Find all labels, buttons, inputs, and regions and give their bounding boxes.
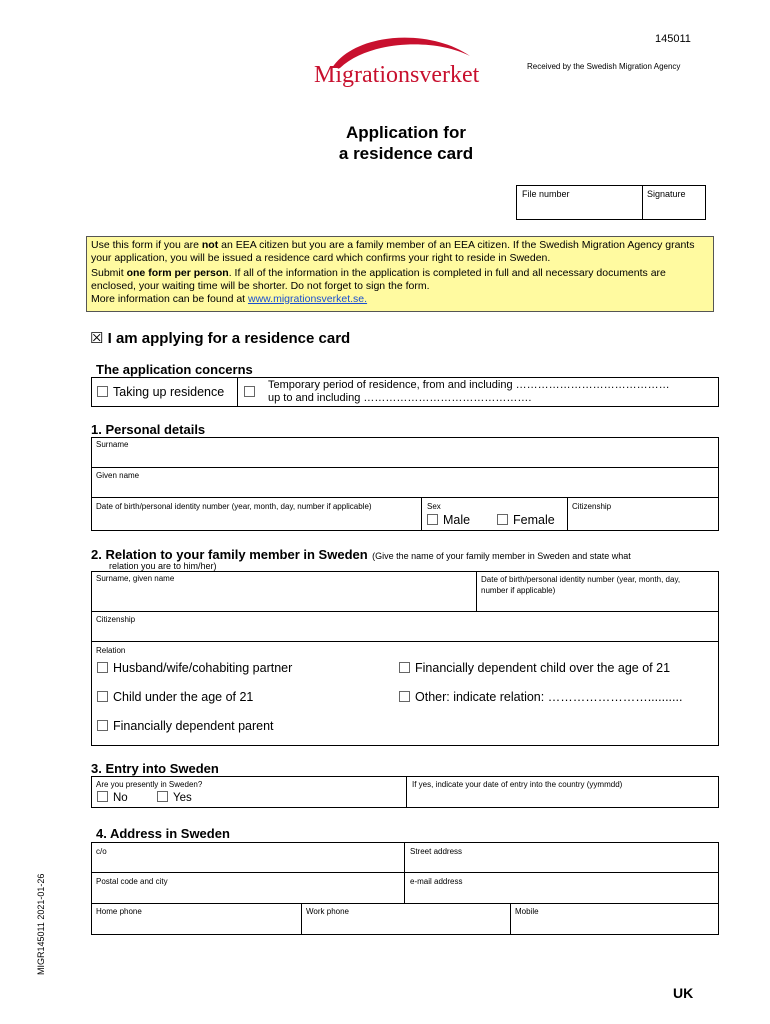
in-sweden-no-option[interactable]: No [97,791,128,804]
yes-checkbox[interactable] [157,791,168,802]
street-address-field[interactable]: Street address [410,847,463,856]
applying-checkbox[interactable]: ☒ [90,330,104,347]
concerns-divider [237,377,238,407]
relation-heading: 2. Relation to your family member in Sweden (Give the name of your family member in Sweden and state what [91,547,631,562]
website-link[interactable]: www.migrationsverket.se. [248,293,368,305]
info-paragraph-3: More information can be found at www.migrationsverket.se. [91,293,368,305]
title-line-1: Application for [346,123,466,142]
agency-logo [310,30,490,92]
parent-checkbox[interactable] [97,720,108,731]
relation-label: Relation [96,646,126,655]
relation-child-option[interactable]: Child under the age of 21 [97,690,253,704]
relation-other-option[interactable]: Other: indicate relation: …………………….......... [399,690,682,704]
citizenship-field[interactable]: Citizenship [572,502,612,511]
temporary-text: Temporary period of residence, from and including …………………………………… up to and including ………………………………………. [268,379,670,404]
language-code: UK [673,985,694,1001]
home-phone-field[interactable]: Home phone [96,907,142,916]
no-checkbox[interactable] [97,791,108,802]
dependent-child-checkbox[interactable] [399,662,410,673]
mobile-field[interactable]: Mobile [515,907,539,916]
signature-field[interactable]: Signature [647,189,686,199]
other-checkbox[interactable] [399,691,410,702]
office-box-divider [642,185,643,220]
personal-heading: 1. Personal details [91,422,206,437]
male-option[interactable]: Male [427,513,470,527]
temporary-checkbox[interactable] [244,386,255,397]
family-surname-field[interactable]: Surname, given name [96,574,175,583]
work-phone-field[interactable]: Work phone [306,907,349,916]
co-field[interactable]: c/o [96,847,107,856]
page-title [0,122,770,164]
applying-label: I am applying for a residence card [107,330,351,347]
relation-parent-option[interactable]: Financially dependent parent [97,719,274,733]
entry-heading: 3. Entry into Sweden [91,761,219,776]
concerns-heading: The application concerns [96,362,253,377]
child-checkbox[interactable] [97,691,108,702]
entry-date-field[interactable]: If yes, indicate your date of entry into the country (yymmdd) [412,780,623,789]
family-citizenship-field[interactable]: Citizenship [96,615,136,624]
file-number-field[interactable]: File number [522,189,570,199]
male-checkbox[interactable] [427,514,438,525]
taking-up-option[interactable]: Taking up residence [97,385,224,399]
given-name-field[interactable]: Given name [96,471,140,480]
in-sweden-question: Are you presently in Sweden? [96,780,203,789]
dob-field[interactable]: Date of birth/personal identity number (year, month, day, number if applicable) [96,502,372,511]
form-code: MIGR145011 2021-01-26 [36,873,46,975]
info-box [86,236,714,312]
surname-field[interactable]: Surname [96,440,129,449]
title-line-2: a residence card [338,144,474,163]
personal-section [91,437,719,531]
female-option[interactable]: Female [497,513,555,527]
postal-code-field[interactable]: Postal code and city [96,877,168,886]
spouse-checkbox[interactable] [97,662,108,673]
info-paragraph-1: Use this form if you are not an EEA citizen but you are a family member of an EEA citizen. If the Swedish Migration Agency grants your application, you will be issued a residence card which confirms your right to reside in Sweden. [91,239,695,264]
address-heading: 4. Address in Sweden [96,826,230,841]
taking-up-checkbox[interactable] [97,386,108,397]
email-field[interactable]: e-mail address [410,877,463,886]
info-paragraph-2: Submit one form per person. If all of the information in the application is completed in full and all necessary documents are enclosed, your waiting time will be shorter. Do not forget to sign the form. [91,267,666,292]
family-dob-field[interactable]: Date of birth/personal identity number (year, month, day, number if applicable) [481,575,681,595]
received-note: Received by the Swedish Migration Agency [527,62,681,71]
sex-label: Sex [427,502,441,511]
logo-text: Migrationsverket [314,62,480,88]
applying-row [90,329,350,347]
female-checkbox[interactable] [497,514,508,525]
relation-spouse-option[interactable]: Husband/wife/cohabiting partner [97,661,292,675]
relation-heading-note: relation you are to him/her) [109,561,217,571]
address-section [91,842,719,935]
form-number: 145011 [655,33,691,45]
relation-dependent-child-option[interactable]: Financially dependent child over the age of 21 [399,661,670,675]
in-sweden-yes-option[interactable]: Yes [157,791,192,804]
